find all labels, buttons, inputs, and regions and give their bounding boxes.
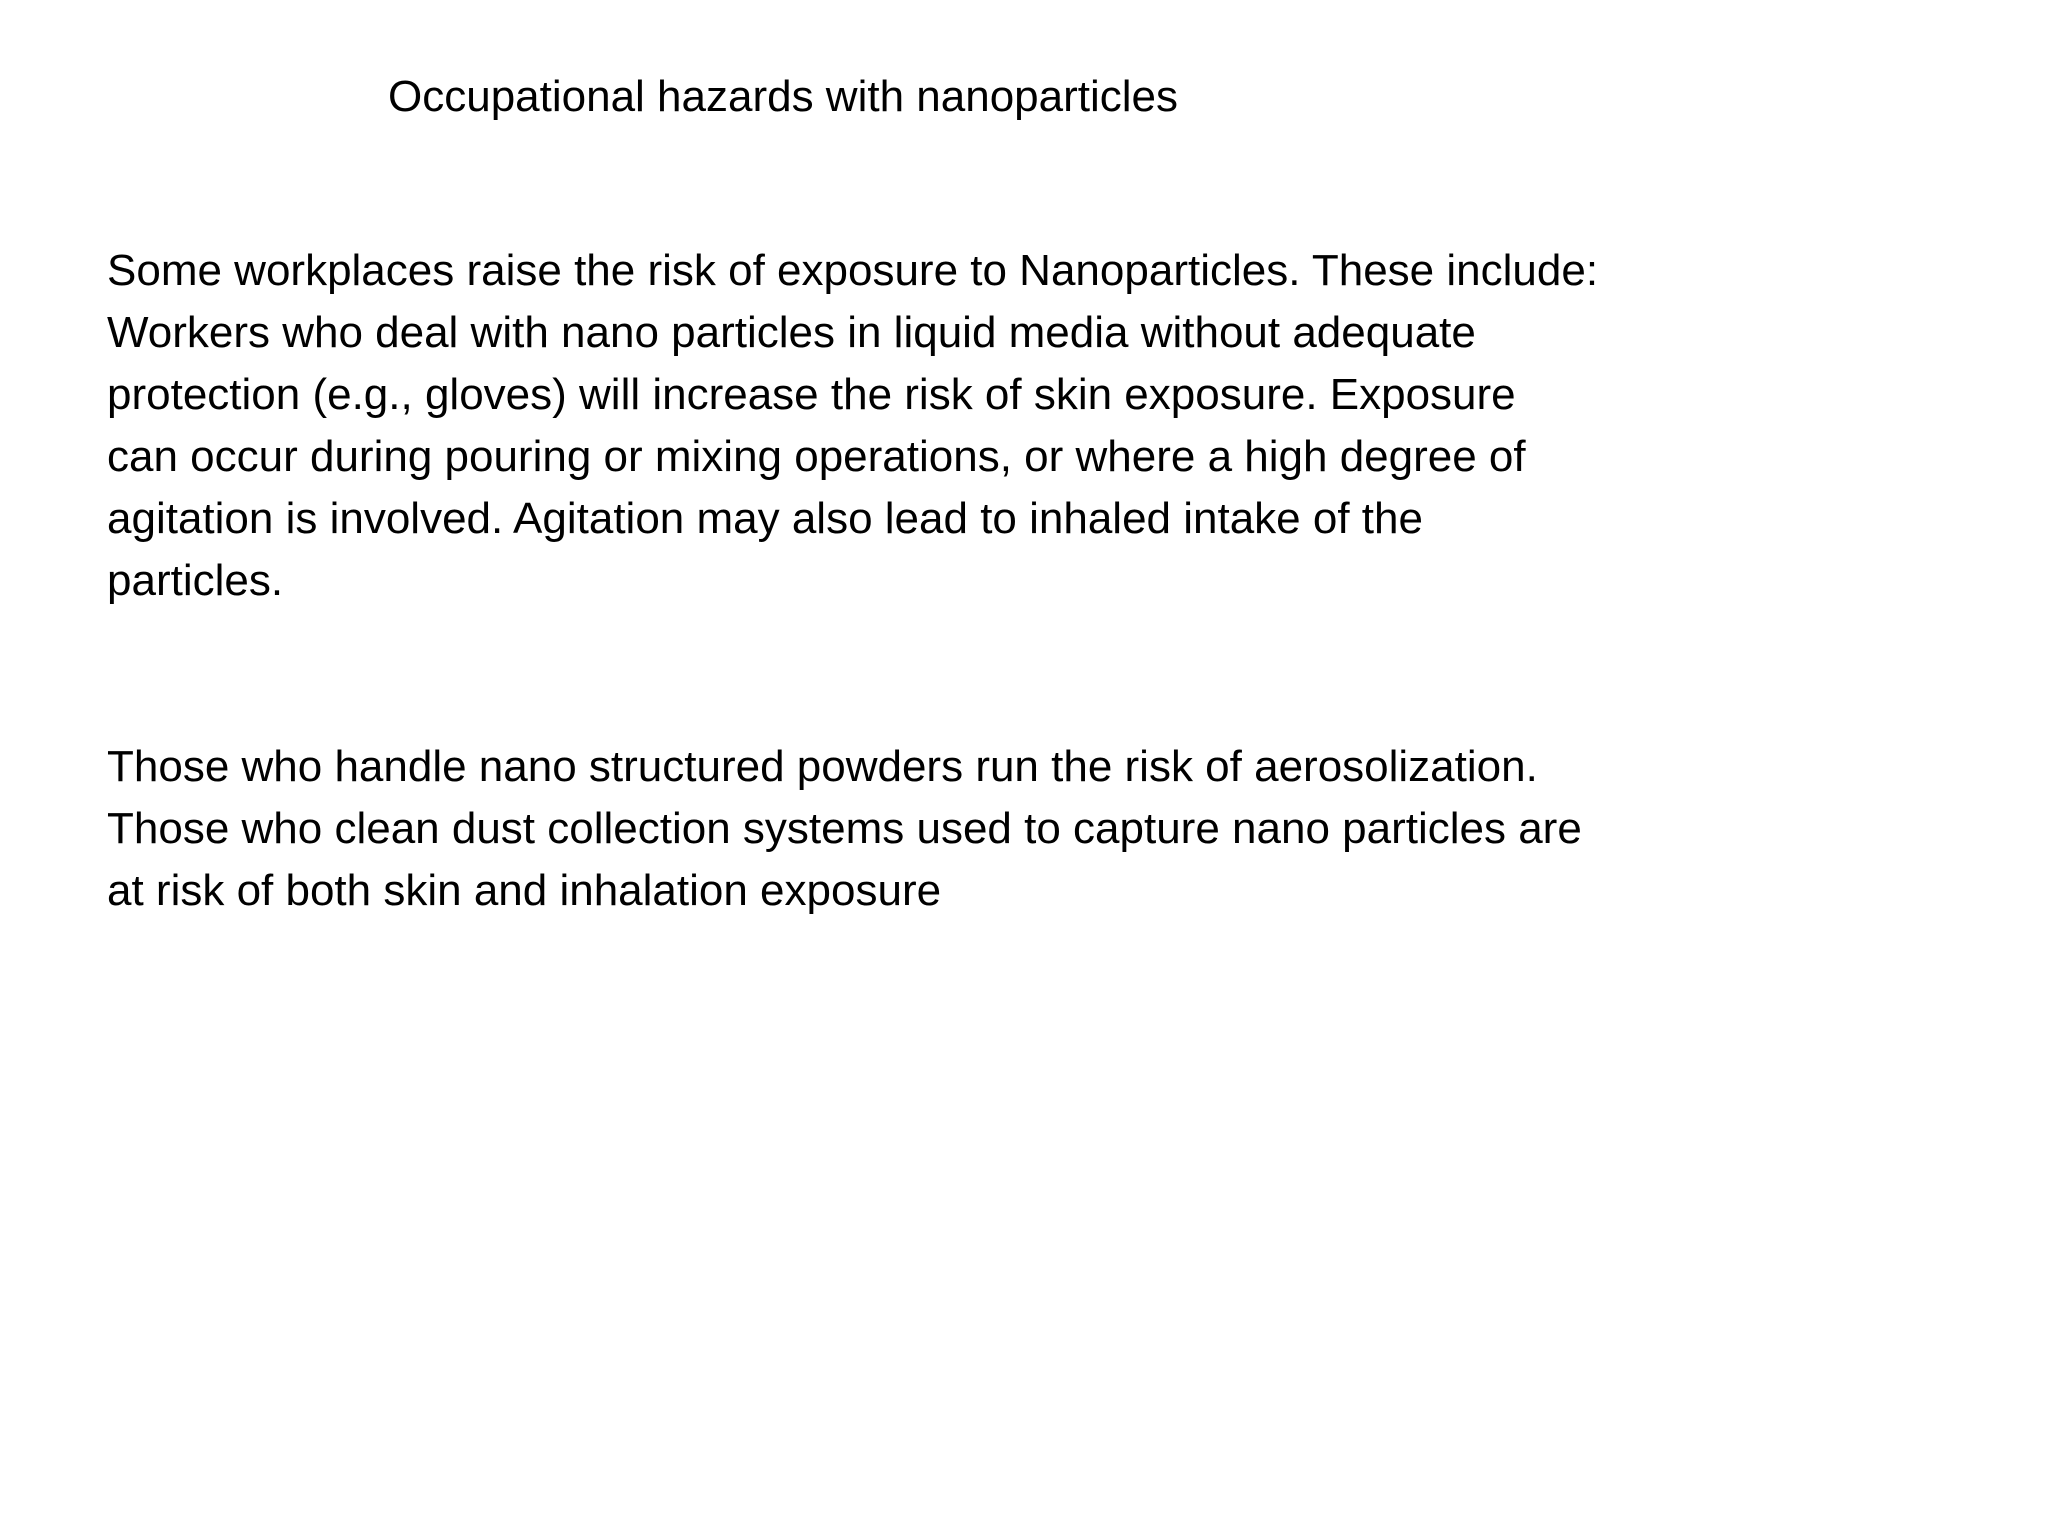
text-line: particles. bbox=[107, 556, 284, 605]
text-line: Those who clean dust collection systems used to capture nano particles are bbox=[107, 804, 1582, 853]
slide-body bbox=[107, 240, 1747, 922]
text-line: agitation is involved. Agitation may also lead to inhaled intake of the bbox=[107, 494, 1423, 543]
text-line: at risk of both skin and inhalation exposure bbox=[107, 866, 942, 915]
text-line: Some workplaces raise the risk of exposure to Nanoparticles. These include: bbox=[107, 246, 1599, 295]
paragraph-powder-handlers bbox=[107, 736, 1747, 922]
slide-title: Occupational hazards with nanoparticles bbox=[388, 72, 1179, 121]
text-line: Workers who deal with nano particles in liquid media without adequate bbox=[107, 308, 1476, 357]
text-line: can occur during pouring or mixing operations, or where a high degree of bbox=[107, 432, 1526, 481]
paragraph-spacer bbox=[107, 612, 1747, 736]
paragraph-workplace-risks bbox=[107, 240, 1747, 612]
text-line: Those who handle nano structured powders run the risk of aerosolization. bbox=[107, 742, 1538, 791]
text-line: protection (e.g., gloves) will increase the risk of skin exposure. Exposure bbox=[107, 370, 1516, 419]
